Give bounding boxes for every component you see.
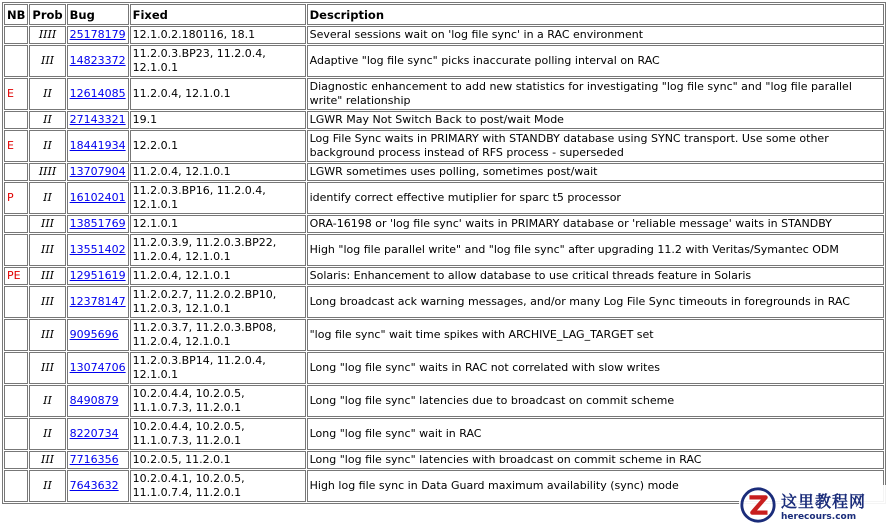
prob-rating: II bbox=[29, 130, 65, 162]
fixed-versions: 11.2.0.3.BP14, 11.2.0.4, 12.1.0.1 bbox=[130, 352, 306, 384]
prob-rating: IIII bbox=[29, 163, 65, 181]
bug-cell bbox=[67, 78, 129, 110]
table-header-row bbox=[4, 4, 884, 25]
bug-link[interactable]: 14823372 bbox=[69, 54, 126, 67]
bug-description: High log file sync in Data Guard maximum availability (sync) mode bbox=[307, 470, 884, 502]
bug-cell bbox=[67, 45, 129, 77]
fixed-versions: 12.1.0.2.180116, 18.1 bbox=[130, 26, 306, 44]
bug-description: Log File Sync waits in PRIMARY with STANDBY database using SYNC transport. Use some other background process instead of RFS process - superseded bbox=[307, 130, 884, 162]
bug-cell bbox=[67, 130, 129, 162]
prob-rating: II bbox=[29, 385, 65, 417]
table-row bbox=[4, 267, 884, 285]
prob-rating: III bbox=[29, 45, 65, 77]
bug-cell bbox=[67, 352, 129, 384]
bug-cell bbox=[67, 470, 129, 502]
bug-link[interactable]: 18441934 bbox=[69, 139, 126, 152]
table-row bbox=[4, 163, 884, 181]
bug-description: Several sessions wait on 'log file sync' in a RAC environment bbox=[307, 26, 884, 44]
bug-link[interactable]: 13851769 bbox=[69, 217, 126, 230]
nb-flag bbox=[4, 234, 28, 266]
nb-flag bbox=[4, 111, 28, 129]
bug-link[interactable]: 12951619 bbox=[69, 269, 126, 282]
fixed-versions: 19.1 bbox=[130, 111, 306, 129]
nb-flag bbox=[4, 26, 28, 44]
table-row bbox=[4, 215, 884, 233]
bug-description: Solaris: Enhancement to allow database to use critical threads feature in Solaris bbox=[307, 267, 884, 285]
bug-link[interactable]: 7716356 bbox=[69, 453, 119, 466]
bug-description: Adaptive "log file sync" picks inaccurate polling interval on RAC bbox=[307, 45, 884, 77]
bug-description: Long "log file sync" waits in RAC not correlated with slow writes bbox=[307, 352, 884, 384]
bug-description: High "log file parallel write" and "log file sync" after upgrading 11.2 with Veritas/Symantec ODM bbox=[307, 234, 884, 266]
prob-rating: IIII bbox=[29, 26, 65, 44]
prob-rating: II bbox=[29, 470, 65, 502]
prob-rating: III bbox=[29, 451, 65, 469]
table-row bbox=[4, 111, 884, 129]
table-row bbox=[4, 234, 884, 266]
fixed-versions: 11.2.0.3.BP16, 11.2.0.4, 12.1.0.1 bbox=[130, 182, 306, 214]
nb-flag: PE bbox=[4, 267, 28, 285]
nb-flag: E bbox=[4, 130, 28, 162]
nb-flag bbox=[4, 286, 28, 318]
prob-rating: II bbox=[29, 78, 65, 110]
prob-rating: III bbox=[29, 234, 65, 266]
nb-flag bbox=[4, 418, 28, 450]
bug-cell bbox=[67, 234, 129, 266]
fixed-versions: 10.2.0.4.4, 10.2.0.5, 11.1.0.7.3, 11.2.0.1 bbox=[130, 385, 306, 417]
prob-rating: III bbox=[29, 319, 65, 351]
bug-link[interactable]: 8490879 bbox=[69, 394, 119, 407]
prob-rating: II bbox=[29, 111, 65, 129]
table-row bbox=[4, 319, 884, 351]
header-fixed: Fixed bbox=[130, 4, 306, 25]
bug-cell bbox=[67, 286, 129, 318]
bug-description: Long "log file sync" wait in RAC bbox=[307, 418, 884, 450]
nb-flag bbox=[4, 352, 28, 384]
bug-cell bbox=[67, 215, 129, 233]
fixed-versions: 11.2.0.2.7, 11.2.0.2.BP10, 11.2.0.3, 12.1.0.1 bbox=[130, 286, 306, 318]
bug-description: LGWR May Not Switch Back to post/wait Mode bbox=[307, 111, 884, 129]
nb-flag bbox=[4, 470, 28, 502]
bug-description: LGWR sometimes uses polling, sometimes post/wait bbox=[307, 163, 884, 181]
bug-cell bbox=[67, 319, 129, 351]
fixed-versions: 12.2.0.1 bbox=[130, 130, 306, 162]
bug-link[interactable]: 25178179 bbox=[69, 28, 126, 41]
bug-link[interactable]: 12378147 bbox=[69, 295, 126, 308]
logo-z-icon bbox=[739, 486, 777, 524]
bug-cell bbox=[67, 451, 129, 469]
bug-link[interactable]: 7643632 bbox=[69, 479, 119, 492]
bug-link[interactable]: 13074706 bbox=[69, 361, 126, 374]
prob-rating: III bbox=[29, 267, 65, 285]
bug-description: "log file sync" wait time spikes with ARCHIVE_LAG_TARGET set bbox=[307, 319, 884, 351]
fixed-versions: 10.2.0.4.4, 10.2.0.5, 11.1.0.7.3, 11.2.0.1 bbox=[130, 418, 306, 450]
fixed-versions: 10.2.0.5, 11.2.0.1 bbox=[130, 451, 306, 469]
bug-cell bbox=[67, 385, 129, 417]
table-body bbox=[4, 26, 884, 502]
watermark-url: herecours.com bbox=[781, 511, 857, 522]
table-row bbox=[4, 385, 884, 417]
bug-cell bbox=[67, 182, 129, 214]
table-row bbox=[4, 26, 884, 44]
bug-link[interactable]: 16102401 bbox=[69, 191, 126, 204]
table-row bbox=[4, 418, 884, 450]
bug-link[interactable]: 8220734 bbox=[69, 427, 119, 440]
watermark-logo bbox=[739, 485, 887, 525]
header-description: Description bbox=[307, 4, 884, 25]
nb-flag bbox=[4, 45, 28, 77]
header-prob: Prob bbox=[29, 4, 65, 25]
prob-rating: III bbox=[29, 286, 65, 318]
bug-cell bbox=[67, 163, 129, 181]
table-row bbox=[4, 182, 884, 214]
table-row bbox=[4, 352, 884, 384]
nb-flag bbox=[4, 319, 28, 351]
bug-link[interactable]: 9095696 bbox=[69, 328, 119, 341]
nb-flag bbox=[4, 163, 28, 181]
bug-link[interactable]: 27143321 bbox=[69, 113, 126, 126]
table-row bbox=[4, 45, 884, 77]
fixed-versions: 11.2.0.4, 12.1.0.1 bbox=[130, 163, 306, 181]
bug-table bbox=[2, 2, 886, 504]
bug-cell bbox=[67, 267, 129, 285]
table-row bbox=[4, 286, 884, 318]
nb-flag: P bbox=[4, 182, 28, 214]
header-bug: Bug bbox=[67, 4, 129, 25]
fixed-versions: 11.2.0.4, 12.1.0.1 bbox=[130, 267, 306, 285]
bug-description: Long broadcast ack warning messages, and/or many Log File Sync timeouts in foregrounds in RAC bbox=[307, 286, 884, 318]
bug-description: Long "log file sync" latencies with broadcast on commit scheme in RAC bbox=[307, 451, 884, 469]
bug-description: identify correct effective mutiplier for sparc t5 processor bbox=[307, 182, 884, 214]
bug-cell bbox=[67, 418, 129, 450]
nb-flag bbox=[4, 385, 28, 417]
prob-rating: II bbox=[29, 182, 65, 214]
header-nb: NB bbox=[4, 4, 28, 25]
table-row bbox=[4, 78, 884, 110]
bug-link[interactable]: 13707904 bbox=[69, 165, 126, 178]
prob-rating: III bbox=[29, 352, 65, 384]
bug-cell bbox=[67, 111, 129, 129]
fixed-versions: 12.1.0.1 bbox=[130, 215, 306, 233]
bug-link[interactable]: 12614085 bbox=[69, 87, 126, 100]
bug-description: Long "log file sync" latencies due to broadcast on commit scheme bbox=[307, 385, 884, 417]
watermark-name: 这里教程网 bbox=[781, 491, 867, 511]
fixed-versions: 11.2.0.4, 12.1.0.1 bbox=[130, 78, 306, 110]
fixed-versions: 11.2.0.3.BP23, 11.2.0.4, 12.1.0.1 bbox=[130, 45, 306, 77]
bug-cell bbox=[67, 26, 129, 44]
bug-link[interactable]: 13551402 bbox=[69, 243, 126, 256]
fixed-versions: 10.2.0.4.1, 10.2.0.5, 11.1.0.7.4, 11.2.0.1 bbox=[130, 470, 306, 502]
table-row bbox=[4, 130, 884, 162]
nb-flag bbox=[4, 451, 28, 469]
nb-flag: E bbox=[4, 78, 28, 110]
fixed-versions: 11.2.0.3.7, 11.2.0.3.BP08, 11.2.0.4, 12.1.0.1 bbox=[130, 319, 306, 351]
nb-flag bbox=[4, 215, 28, 233]
table-row bbox=[4, 451, 884, 469]
fixed-versions: 11.2.0.3.9, 11.2.0.3.BP22, 11.2.0.4, 12.1.0.1 bbox=[130, 234, 306, 266]
bug-description: ORA-16198 or 'log file sync' waits in PRIMARY database or 'reliable message' waits in STANDBY bbox=[307, 215, 884, 233]
prob-rating: II bbox=[29, 418, 65, 450]
prob-rating: III bbox=[29, 215, 65, 233]
bug-description: Diagnostic enhancement to add new statistics for investigating "log file sync" and "log file parallel write" relationship bbox=[307, 78, 884, 110]
